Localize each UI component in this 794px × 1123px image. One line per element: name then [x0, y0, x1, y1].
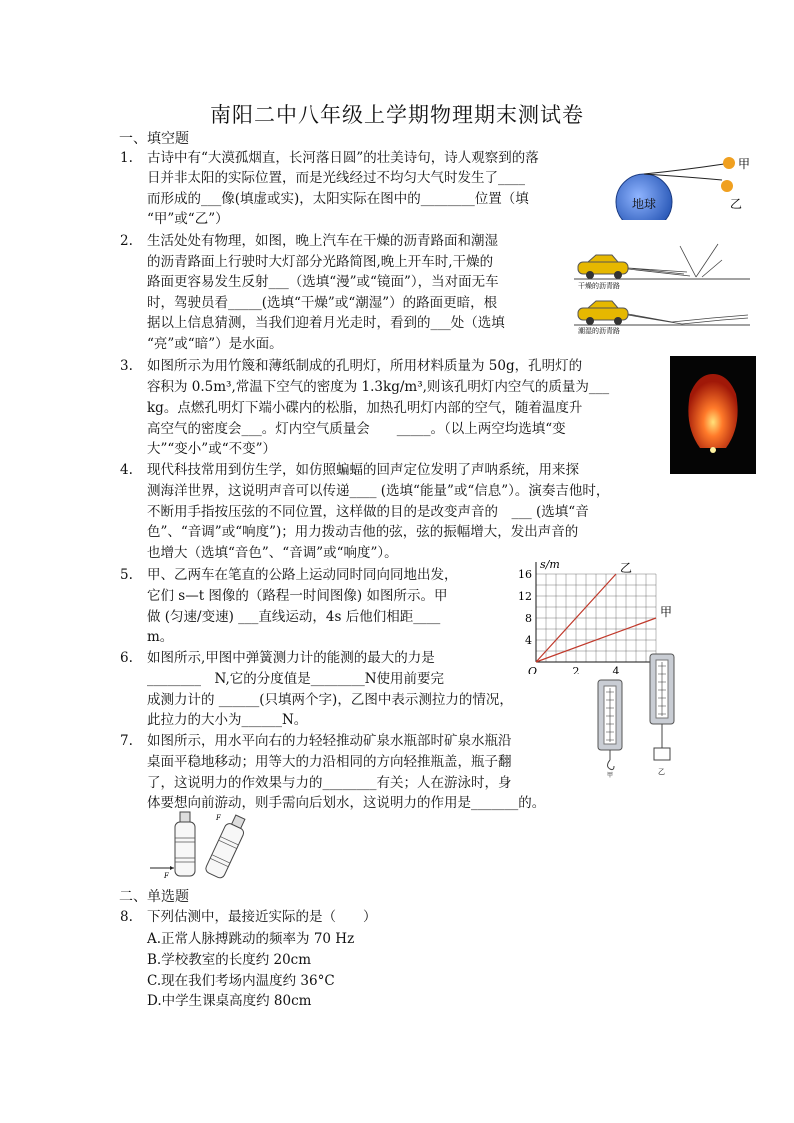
question-line: “亮”或“暗”）是水面。: [147, 336, 283, 352]
question-line: kg。点燃孔明灯下端小碟内的松脂，加热孔明灯内部的空气，随着温度升: [147, 400, 583, 416]
spring-scale-jia: [598, 680, 622, 779]
question-line: 如图所示,甲图中弹簧测力计的能测的最大的力是: [147, 650, 435, 666]
series-label: 乙: [620, 561, 633, 575]
question-line: m。: [147, 629, 174, 645]
option-b: B.学校教室的长度约 20cm: [147, 952, 312, 968]
question-number: 5.: [120, 567, 133, 583]
section-heading-single-choice: 二、单选题: [119, 889, 189, 905]
bottle-upright: [150, 812, 195, 880]
y-tick-label: 12: [518, 590, 532, 603]
scale-yi-label: 乙: [658, 768, 665, 776]
question-line: 此拉力的大小为______N。: [147, 712, 308, 728]
sun-position-jia: [723, 157, 735, 169]
label-yi: 乙: [730, 197, 743, 211]
earth-label: 地球: [631, 197, 657, 211]
series-label: 甲: [660, 605, 672, 619]
question-number: 1.: [120, 150, 133, 166]
x-tick-label: 2: [572, 665, 580, 674]
question-stem: 下列估测中，最接近实际的是（ ）: [147, 909, 377, 925]
question-line: 容积为 0.5m³,常温下空气的密度为 1.3kg/m³,则该孔明灯内空气的质量为___: [147, 379, 610, 395]
question-number: 6.: [120, 650, 133, 666]
spring-scale-yi: [650, 654, 674, 776]
question-line: 不断用手指按压弦的不同位置，这样做的目的是改变声音的 ___ (选填“音: [147, 504, 589, 520]
question-line: ________ N,它的分度值是________N使用前要完: [147, 671, 445, 687]
question-line: 测海洋世界，这说明声音可以传递____ (选填“能量”或“信息”）。演奏吉他时，: [147, 483, 610, 499]
label-jia: 甲: [738, 157, 751, 171]
wet-road-label: 潮湿的沥青路: [578, 327, 620, 334]
origin-label: O: [528, 665, 538, 674]
y-tick-label: 4: [525, 634, 532, 647]
question-line: 体要想向前游动，则手需向后划水，这说明力的作用是_______的。: [147, 795, 546, 811]
option-d: D.中学生课桌高度约 80cm: [147, 993, 312, 1009]
question-number: 3.: [120, 358, 133, 374]
bottle-tilted: [204, 813, 249, 879]
question-line: 成测力计的 ______(只填两个字)，乙图中表示测拉力的情况，: [147, 692, 513, 708]
option-a: A.正常人脉搏跳动的频率为 70 Hz: [147, 931, 355, 947]
question-line: 日并非太阳的实际位置，而是光线经过不均匀大气时发生了____: [147, 170, 525, 186]
sky-lantern-photo: [670, 356, 756, 474]
question-line: 据以上信息猜测，当我们迎着月光走时，看到的___处（选填: [147, 315, 505, 331]
car-roads-figure: [572, 242, 752, 334]
question-line: “甲”或“乙”）: [147, 211, 229, 227]
question-line: 路面更容易发生反射___（选填“漫”或“镜面”），当对面无车: [147, 274, 499, 290]
question-line: 了，这说明力的作效果与力的________有关；人在游泳时，身: [147, 775, 512, 791]
earth-sun-figure: [614, 150, 754, 220]
question-line: 的沥青路面上行驶时大灯部分光路简图,晚上开车时,干燥的: [147, 254, 494, 270]
question-line: 而形成的___像(填虚或实)，太阳实际在图中的________位置（填: [147, 191, 529, 207]
y-tick-label: 16: [518, 568, 532, 581]
section-heading-fill-blank: 一、填空题: [119, 131, 189, 147]
question-line: 生活处处有物理，如图，晚上汽车在干燥的沥青路面和潮湿: [147, 233, 498, 249]
sun-position-yi: [721, 180, 733, 192]
question-line: 高空气的密度会___。灯内空气质量会 _____。（以上两空均选填“变: [147, 421, 566, 437]
question-line: 它们 s—t 图像的（路程一时间图像) 如图所示。甲: [147, 588, 448, 604]
question-line: 甲、乙两车在笔直的公路上运动同时同向同地出发，: [147, 567, 458, 583]
car-dry-road: [578, 255, 628, 279]
option-c: C.现在我们考场内温度约 36°C: [147, 973, 335, 989]
force-label-bottom: F: [164, 872, 169, 880]
question-line: 做 (匀速/变速) ___直线运动，4s 后他们相距____: [147, 609, 441, 625]
question-line: 色”、“音调”或“响度”)；用力拨动吉他的弦，弦的振幅增大，发出声音的: [147, 524, 579, 540]
x-tick-label: 4: [612, 665, 620, 674]
question-line: 大”“变小”或“不变”）: [147, 441, 277, 457]
question-line: 也增大（选填“音色”、“音调”或“响度”）。: [147, 545, 398, 561]
scale-jia-label: 甲: [607, 772, 614, 779]
car-wet-road: [578, 301, 628, 325]
question-line: 古诗中有“大漠孤烟直，长河落日圆”的壮美诗句，诗人观察到的落: [147, 150, 539, 166]
question-number: 8.: [120, 909, 133, 925]
spring-scales-figure: [592, 652, 692, 780]
dry-road-label: 干燥的沥青路: [578, 282, 620, 290]
question-number: 7.: [120, 733, 133, 749]
question-line: 如图所示为用竹篾和薄纸制成的孔明灯，所用材料质量为 50g，孔明灯的: [147, 358, 583, 374]
question-line: 桌面平稳地移动；用等大的力沿相同的方向轻推瓶盖，瓶子翻: [147, 754, 512, 770]
y-axis-label: s/m: [540, 558, 560, 571]
question-line: 现代科技常用到仿生学，如仿照蝙蝠的回声定位发明了声呐系统，用来探: [147, 462, 579, 478]
bottles-figure: [146, 808, 250, 880]
question-number: 2.: [120, 233, 133, 249]
y-tick-label: 8: [525, 612, 532, 625]
question-number: 4.: [120, 462, 133, 478]
light-ray: [644, 164, 724, 174]
question-line: 时，驾驶员看_____(选填“干燥”或“潮湿”）的路面更暗，根: [147, 295, 498, 311]
page-title: 南阳二中八年级上学期物理期末测试卷: [210, 103, 584, 127]
force-label-top: F: [216, 814, 221, 822]
question-line: 如图所示，用水平向右的力轻轻推动矿泉水瓶部时矿泉水瓶沿: [147, 733, 512, 749]
